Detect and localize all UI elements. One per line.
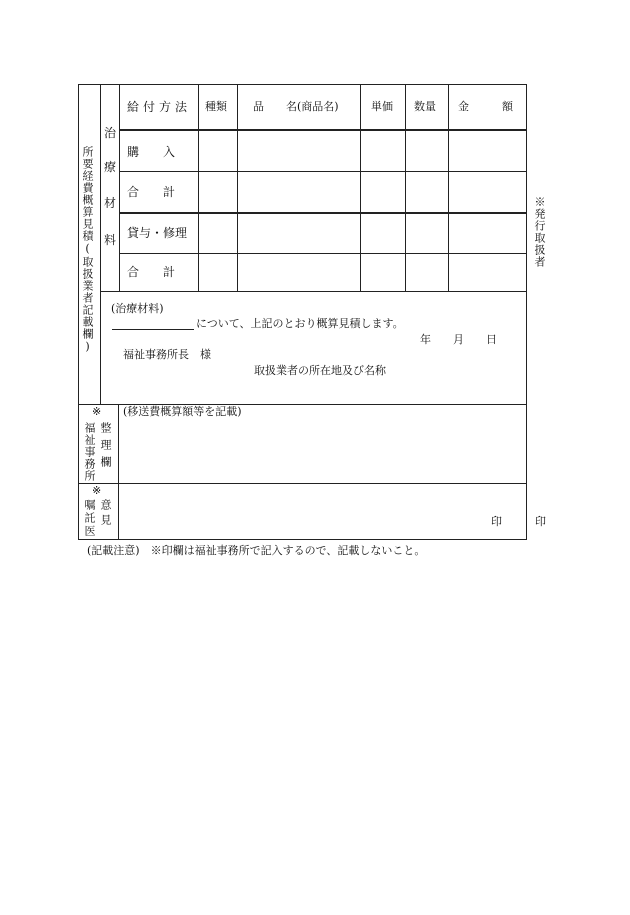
- welfare-note: (移送費概算額等を記載): [123, 405, 242, 418]
- welfare-label-arrange: 整理欄: [99, 422, 112, 473]
- row-rule-3: [119, 253, 526, 254]
- border-top: [78, 84, 526, 85]
- col-divider-product: [237, 84, 238, 292]
- vendor-name-address: 取扱業者の所在地及び名称: [254, 364, 386, 377]
- row-label-subtotal-lease: 合 計: [127, 265, 176, 279]
- materials-label-char-1: 治: [104, 126, 117, 140]
- row-label-purchase: 購 入: [127, 145, 176, 159]
- doctor-label-opinion: 意見: [99, 499, 112, 529]
- issuer-label: ※発行取扱者: [533, 196, 546, 268]
- border-right: [526, 84, 527, 540]
- row-rule-1: [119, 171, 526, 172]
- welfare-label-office: 福祉事務所: [83, 422, 96, 482]
- header-product: 品 名(商品名): [253, 100, 339, 113]
- materials-label-char-4: 料: [104, 233, 117, 247]
- row-label-lease-repair: 貸与・修理: [127, 226, 188, 240]
- date-fields: 年 月 日: [420, 333, 497, 346]
- col-divider-amount: [448, 84, 449, 292]
- row-label-subtotal-purchase: 合 計: [127, 185, 176, 199]
- materials-label-divider: [119, 84, 120, 292]
- welfare-mark: ※: [92, 405, 102, 418]
- header-unit-price: 単価: [371, 100, 393, 113]
- doctor-mark: ※: [92, 484, 102, 497]
- row-rule-2: [119, 212, 526, 214]
- material-blank-underline: [112, 329, 194, 330]
- col-divider-type: [198, 84, 199, 292]
- border-bottom: [78, 539, 526, 540]
- doctor-label-divider: [118, 483, 119, 540]
- header-bottom-rule: [119, 129, 526, 131]
- header-amount: 金 額: [458, 100, 513, 113]
- footnote: (記載注意) ※印欄は福祉事務所で記入するので、記載しないこと。: [87, 544, 426, 557]
- doctor-label-consultant: 嘱託医: [83, 499, 96, 538]
- border-left: [78, 84, 79, 540]
- header-type: 種類: [205, 100, 227, 113]
- header-method: 給付方法: [127, 100, 192, 114]
- estimate-label-divider: [100, 84, 101, 405]
- welfare-bottom-rule: [78, 483, 526, 484]
- materials-label-char-3: 材: [104, 196, 117, 210]
- doctor-seal-mark: 印: [491, 515, 502, 528]
- addressee: 福祉事務所長 様: [123, 348, 211, 361]
- header-quantity: 数量: [414, 100, 436, 113]
- materials-label-char-2: 療: [104, 160, 117, 174]
- col-divider-quantity: [405, 84, 406, 292]
- estimate-statement: について、上記のとおり概算見積します。: [196, 317, 404, 330]
- welfare-label-divider: [118, 404, 119, 484]
- materials-bottom-rule: [100, 291, 526, 292]
- col-divider-unit-price: [360, 84, 361, 292]
- estimate-section-label: 所要経費概算見積(取扱業者記載欄): [81, 146, 94, 354]
- issuer-seal-mark: 印: [535, 515, 546, 528]
- material-note: (治療材料): [111, 302, 164, 315]
